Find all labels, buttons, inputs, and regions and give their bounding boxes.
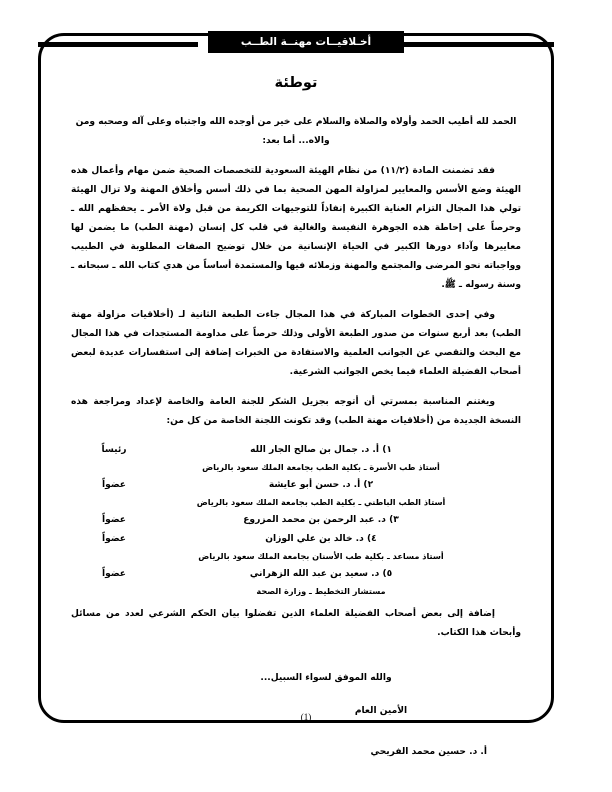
closing-dua: والله الموفق لسواء السبيل... [260,673,392,683]
page-title: توطئة [274,75,318,91]
committee-person-4: د. خالد بن علي الوزان [265,534,364,544]
paragraph-scholars-note: إضافة إلى بعض أصحاب الفضيلة العلماء الذين تفضلوا بيان الحكم الشرعي لعدد من مسائل وأبحاث هذا الكتاب. [71,609,521,638]
committee-role-1: رئيساً [101,445,127,455]
committee-number-5: ٥) [382,569,393,579]
page-number: (1) [300,712,312,722]
committee-number-4: ٤) [366,534,377,544]
paragraph-second-edition: وفي إحدى الخطوات المباركة في هذا المجال جاءت الطبعة الثانية لـ (أخلاقيات مزاولة مهنة الطب) بعد أربع سنوات من صدور الطبعة الأولى وذلك حرصاً على مداومة المستجدات في هذا المجال مع البحث والتقصي عن الجوانب العلمية والاستفادة من الخبرات إضافة إلى استفسارات عديدة لبعض أصحاب الفضيلة العلماء فيما يخص الجوانب الشرعية. [71,310,521,377]
committee-title-1: أستاذ طب الأسرة ـ بكلية الطب بجامعة الملك سعود بالرياض [202,462,440,472]
document-content [38,33,554,757]
committee-role-4: عضواً [102,534,126,544]
committee-person-5: د. سعيد بن عبد الله الزهراني [249,569,380,579]
committee-title-5: مستشار التخطيط ـ وزارة الصحة [256,586,386,596]
header-banner-text: أخـلاقيــات مهنــة الطــب [240,36,372,48]
committee-role-2: عضواً [102,480,126,490]
committee-person-1: أ. د. جمال بن صالح الجار الله [250,445,380,455]
committee-person-3: د. عبد الرحمن بن محمد المزروع [243,515,386,525]
list-item [71,477,521,510]
paragraph-acknowledgement: ويغتنم المناسبة بمسرتي أن أتوجه بجزيل الشكر للجنة العامة والخاصة لإعداد ومراجعة هذه النسخة الجديدة من (أخلاقيات مهنة الطب) وقد تكونت اللجنة الخاصة من كل من: [71,397,521,426]
committee-number-2: ٢) [363,480,374,490]
committee-title-4: أستاذ مساعد ـ بكلية طب الأسنان بجامعة الملك سعود بالرياض [198,551,444,561]
committee-number-1: ١) [382,445,392,455]
list-item [71,442,521,475]
list-item [71,531,521,564]
committee-member-list [71,442,521,599]
committee-title-2: أستاذ الطب الباطني ـ بكلية الطب بجامعة الملك سعود بالرياض [196,497,446,507]
closing-role: الأمين العام [354,706,408,716]
committee-person-2: أ. د. حسن أبو عايشة [268,480,361,490]
list-item [71,512,521,529]
paragraph-opening-praise: الحمد لله أطيب الحمد وأولاه والصلاة والسلام على خير من أوجده الله واجتباه وعلى آله وصحبه ومن والاه... أما بعد: [75,117,517,146]
committee-number-3: ٣) [389,515,399,525]
header-banner [208,31,404,53]
list-item [71,566,521,599]
committee-role-3: عضواً [102,515,126,525]
closing-signature: أ. د. حسين محمد الفريحي [370,747,487,757]
committee-role-5: عضواً [102,569,126,579]
paragraph-commission-mandate: فقد تضمنت المادة (١١/٢) من نظام الهيئة السعودية للتخصصات الصحية ضمن مهام وأعمال هذه الهيئة وضع الأسس والمعايير لمزاولة المهن الصحية بما في ذلك أسس وأخلاق المهنة ولا تزال الهيئة تولي هذا المجال التزام العناية الكبيرة إنفاذاً للتوجيهات الكريمة من قبل ولاة الأمر ـ يحفظهم الله ـ وحرصاً على إحاطة هذه الجوهرة النفيسة والغالية في قلب كل إنسان (مهنة الطب) ما يضمن لها معاييرها وآداء دورها الكبير في الحياة الإنسانية من خلال توضيح الصفات المطلوبة في الطبيب وواجباته نحو المرضى والمجتمع والمهنة وزملائه فيها والمستمدة أساساً من هدي كتاب الله ـ سبحانه ـ وسنة رسوله ـ ﷺ. [71,166,521,290]
